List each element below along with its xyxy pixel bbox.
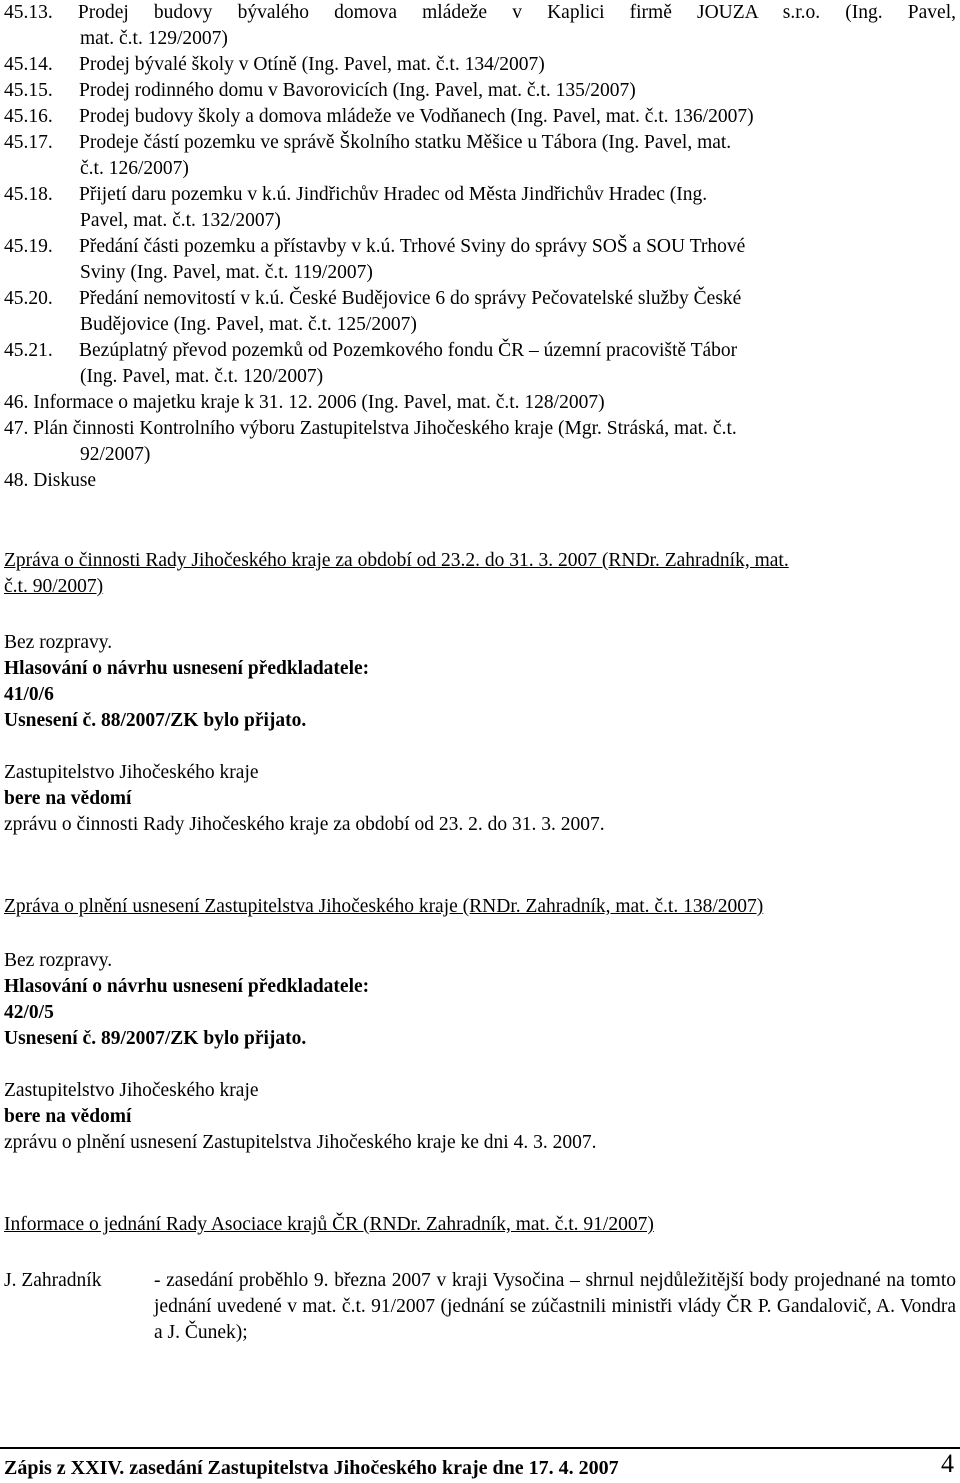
speaker-name: J. Zahradník: [4, 1270, 102, 1291]
agenda-item-45-18: [4, 182, 707, 208]
speaker-statement: - zasedání proběhlo 9. března 2007 v kraji Vysočina – shrnul nejdůležitější body projednané na tomto jednání uvedené v mat. č.t. 91/2007 (jednání se zúčastnili ministři vlády ČR P. Gandalovič, A. Vondra a J. Čunek);: [154, 1270, 956, 1343]
agenda-text-continued: Sviny (Ing. Pavel, mat. č.t. 119/2007): [80, 262, 373, 283]
resolution-body: Zastupitelstvo Jihočeského kraje: [4, 1080, 259, 1101]
agenda-number: 46.: [4, 392, 29, 413]
agenda-item-45-15: [4, 78, 636, 104]
agenda-text-continued: (Ing. Pavel, mat. č.t. 120/2007): [80, 366, 324, 387]
resolution-text: Usnesení č. 89/2007/ZK bylo přijato.: [4, 1028, 307, 1049]
resolution-verb: bere na vědomí: [4, 788, 132, 809]
resolution-verb: bere na vědomí: [4, 1106, 132, 1127]
agenda-number: 45.20.: [4, 288, 53, 309]
section-heading-continued: č.t. 90/2007): [4, 576, 104, 597]
agenda-number: 45.13.: [4, 2, 53, 23]
agenda-number: 45.17.: [4, 132, 53, 153]
page-footer: [0, 1447, 960, 1483]
agenda-text: Přijetí daru pozemku v k.ú. Jindřichův Hradec od Města Jindřichův Hradec (Ing.: [79, 184, 708, 205]
agenda-item-45-14: [4, 52, 545, 78]
agenda-item-45-13: [4, 0, 956, 26]
agenda-text: Předání nemovitostí v k.ú. České Budějovice 6 do správy Pečovatelské služby České: [79, 288, 742, 309]
section-heading: Zpráva o plnění usnesení Zastupitelstva Jihočeského kraje (RNDr. Zahradník, mat. č.t. 138/2007): [4, 896, 764, 917]
vote-label: Hlasování o návrhu usnesení předkladatele:: [4, 976, 370, 997]
agenda-text-continued: 92/2007): [80, 444, 151, 465]
agenda-item-45-20: [4, 286, 741, 312]
agenda-number: 45.14.: [4, 54, 53, 75]
agenda-item-47: [4, 416, 737, 442]
agenda-text: Prodej bývalé školy v Otíně (Ing. Pavel, mat. č.t. 134/2007): [79, 54, 545, 75]
agenda-number: 45.21.: [4, 340, 53, 361]
no-debate-text: Bez rozpravy.: [4, 950, 113, 971]
agenda-item-48: [4, 468, 96, 494]
agenda-text-continued: Pavel, mat. č.t. 132/2007): [80, 210, 281, 231]
resolution-body: Zastupitelstvo Jihočeského kraje: [4, 762, 259, 783]
agenda-text-continued: Budějovice (Ing. Pavel, mat. č.t. 125/2007): [80, 314, 417, 335]
agenda-number: 45.16.: [4, 106, 53, 127]
agenda-number: 45.15.: [4, 80, 53, 101]
agenda-number: 47.: [4, 418, 29, 439]
footer-text: Zápis z XXIV. zasedání Zastupitelstva Jihočeského kraje dne 17. 4. 2007: [4, 1457, 619, 1479]
agenda-item-45-21: [4, 338, 737, 364]
agenda-item-45-17: [4, 130, 731, 156]
agenda-text: Informace o majetku kraje k 31. 12. 2006 (Ing. Pavel, mat. č.t. 128/2007): [33, 392, 605, 413]
agenda-text: Plán činnosti Kontrolního výboru Zastupitelstva Jihočeského kraje (Mgr. Stráská, mat. č.t.: [33, 418, 737, 439]
vote-result: 42/0/5: [4, 1002, 54, 1023]
section-heading: Informace o jednání Rady Asociace krajů ČR (RNDr. Zahradník, mat. č.t. 91/2007): [4, 1214, 654, 1235]
agenda-number: 48.: [4, 470, 29, 491]
agenda-text: Bezúplatný převod pozemků od Pozemkového fondu ČR – územní pracoviště Tábor: [79, 340, 738, 361]
agenda-text: Prodej rodinného domu v Bavorovicích (Ing. Pavel, mat. č.t. 135/2007): [79, 80, 636, 101]
page-number: 4: [941, 1449, 954, 1478]
no-debate-text: Bez rozpravy.: [4, 632, 113, 653]
agenda-item-46: [4, 390, 605, 416]
agenda-number: 45.18.: [4, 184, 53, 205]
resolution-text: Usnesení č. 88/2007/ZK bylo přijato.: [4, 710, 307, 731]
agenda-text: Prodeje částí pozemku ve správě Školního statku Měšice u Tábora (Ing. Pavel, mat.: [79, 132, 732, 153]
section-heading: Zpráva o činnosti Rady Jihočeského kraje za období od 23.2. do 31. 3. 2007 (RNDr. Zahradník, mat.: [4, 550, 789, 571]
agenda-text: Prodej budovy školy a domova mládeže ve Vodňanech (Ing. Pavel, mat. č.t. 136/2007): [79, 106, 754, 127]
agenda-text-continued: č.t. 126/2007): [80, 158, 189, 179]
vote-label: Hlasování o návrhu usnesení předkladatele:: [4, 658, 370, 679]
resolution-object: zprávu o činnosti Rady Jihočeského kraje za období od 23. 2. do 31. 3. 2007.: [4, 814, 605, 835]
agenda-number: 45.19.: [4, 236, 53, 257]
vote-result: 41/0/6: [4, 684, 54, 705]
resolution-object: zprávu o plnění usnesení Zastupitelstva Jihočeského kraje ke dni 4. 3. 2007.: [4, 1132, 597, 1153]
agenda-text: Diskuse: [33, 470, 97, 491]
agenda-item-45-16: [4, 104, 754, 130]
agenda-item-45-19: [4, 234, 745, 260]
agenda-text: Předání části pozemku a přístavby v k.ú. Trhové Sviny do správy SOŠ a SOU Trhové: [79, 236, 746, 257]
agenda-text-continued: mat. č.t. 129/2007): [80, 28, 228, 49]
agenda-text: Prodej budovy bývalého domova mládeže v Kaplici firmě JOUZA s.r.o. (Ing. Pavel,: [77, 2, 957, 23]
